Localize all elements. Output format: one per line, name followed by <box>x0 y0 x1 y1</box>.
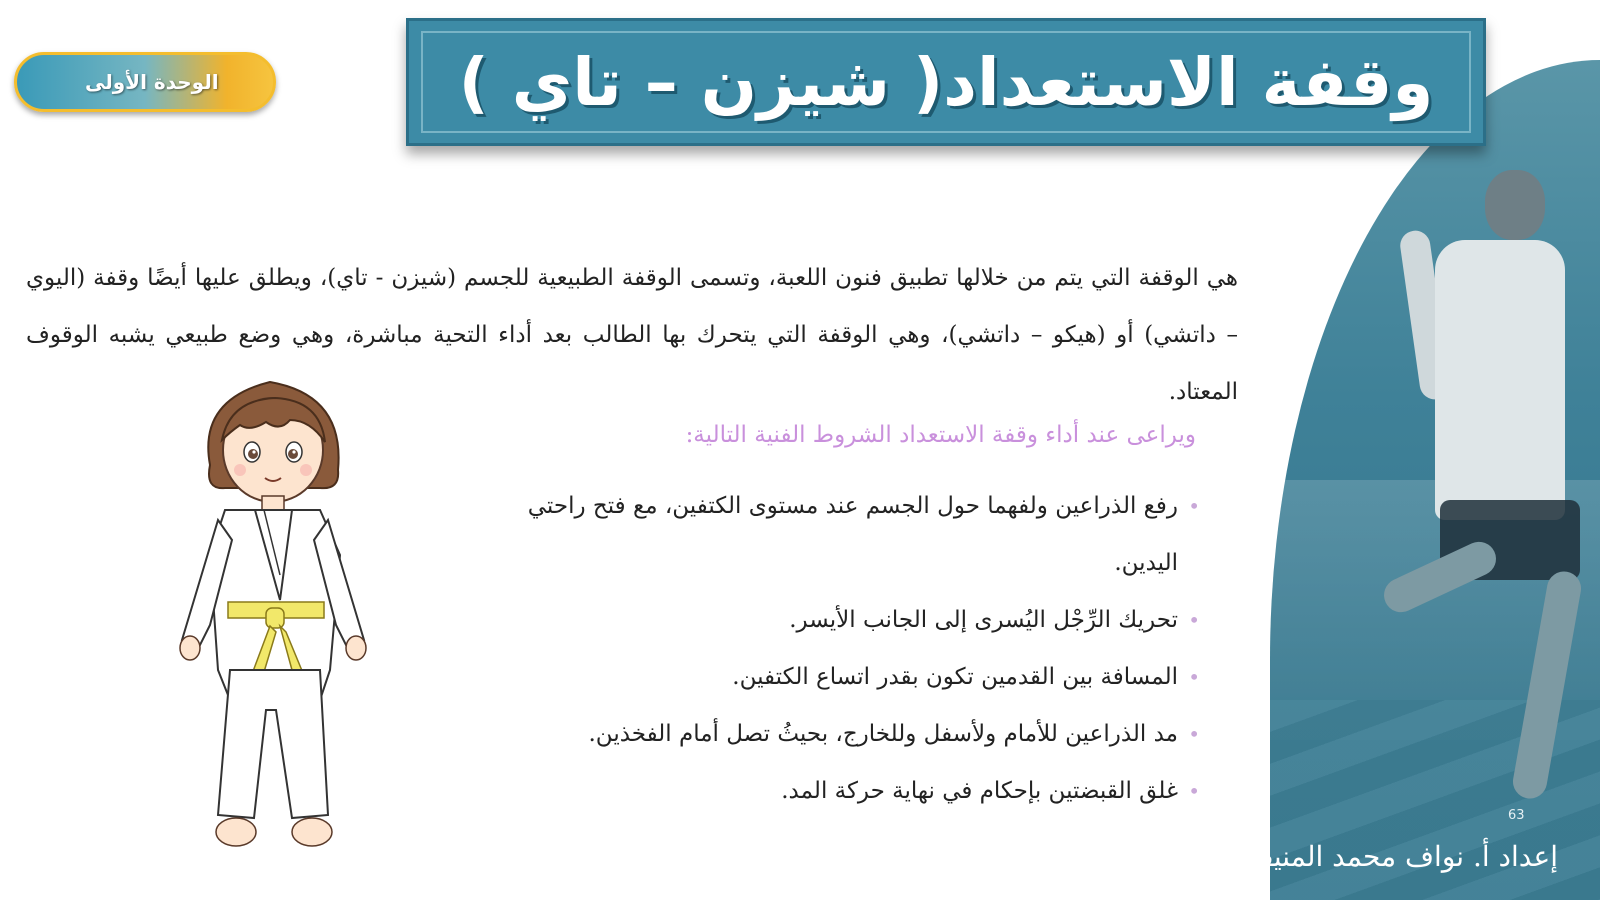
page-title: وقفة الاستعداد( شيزن – تاي ) <box>458 43 1434 121</box>
photo-athlete-head <box>1485 170 1545 240</box>
title-banner-frame <box>421 31 1471 133</box>
condition-item: • المسافة بين القدمين تكون بقدر اتساع الكتفين. <box>520 649 1200 706</box>
unit-badge <box>14 52 276 112</box>
photo-athlete-shirt <box>1435 240 1565 520</box>
side-photo-panel <box>1270 60 1600 900</box>
condition-item: • رفع الذراعين ولفهما حول الجسم عند مستوى الكتفين، مع فتح راحتي اليدين. <box>520 478 1200 592</box>
judo-girl-illustration <box>170 370 380 860</box>
conditions-list <box>520 478 1200 820</box>
conditions-heading: ويراعى عند أداء وقفة الاستعداد الشروط الفنية التالية: <box>685 422 1196 448</box>
title-banner <box>406 18 1486 146</box>
condition-item: • غلق القبضتين بإحكام في نهاية حركة المد. <box>520 763 1200 820</box>
intro-paragraph: هي الوقفة التي يتم من خلالها تطبيق فنون اللعبة، وتسمى الوقفة الطبيعية للجسم (شيزن - تاي)، ويطلق عليها أيضًا وقفة (اليوي – داتشي) أو (هيكو – داتشي)، وهي الوقفة التي يتحرك بها الطالب بعد أداء التحية مباشرة، وهي وضع طبيعي يشبه الوقوف المعتاد. <box>26 265 1238 405</box>
page-number: 63 <box>1508 808 1525 823</box>
condition-item: • مد الذراعين للأمام ولأسفل وللخارج، بحيثُ تصل أمام الفخذين. <box>520 706 1200 763</box>
author-credit: إعداد أ. نواف محمد المنيف <box>1244 840 1558 873</box>
unit-badge-label: الوحدة الأولى <box>85 70 219 94</box>
condition-item: • تحريك الرِّجْل اليُسرى إلى الجانب الأيسر. <box>520 592 1200 649</box>
